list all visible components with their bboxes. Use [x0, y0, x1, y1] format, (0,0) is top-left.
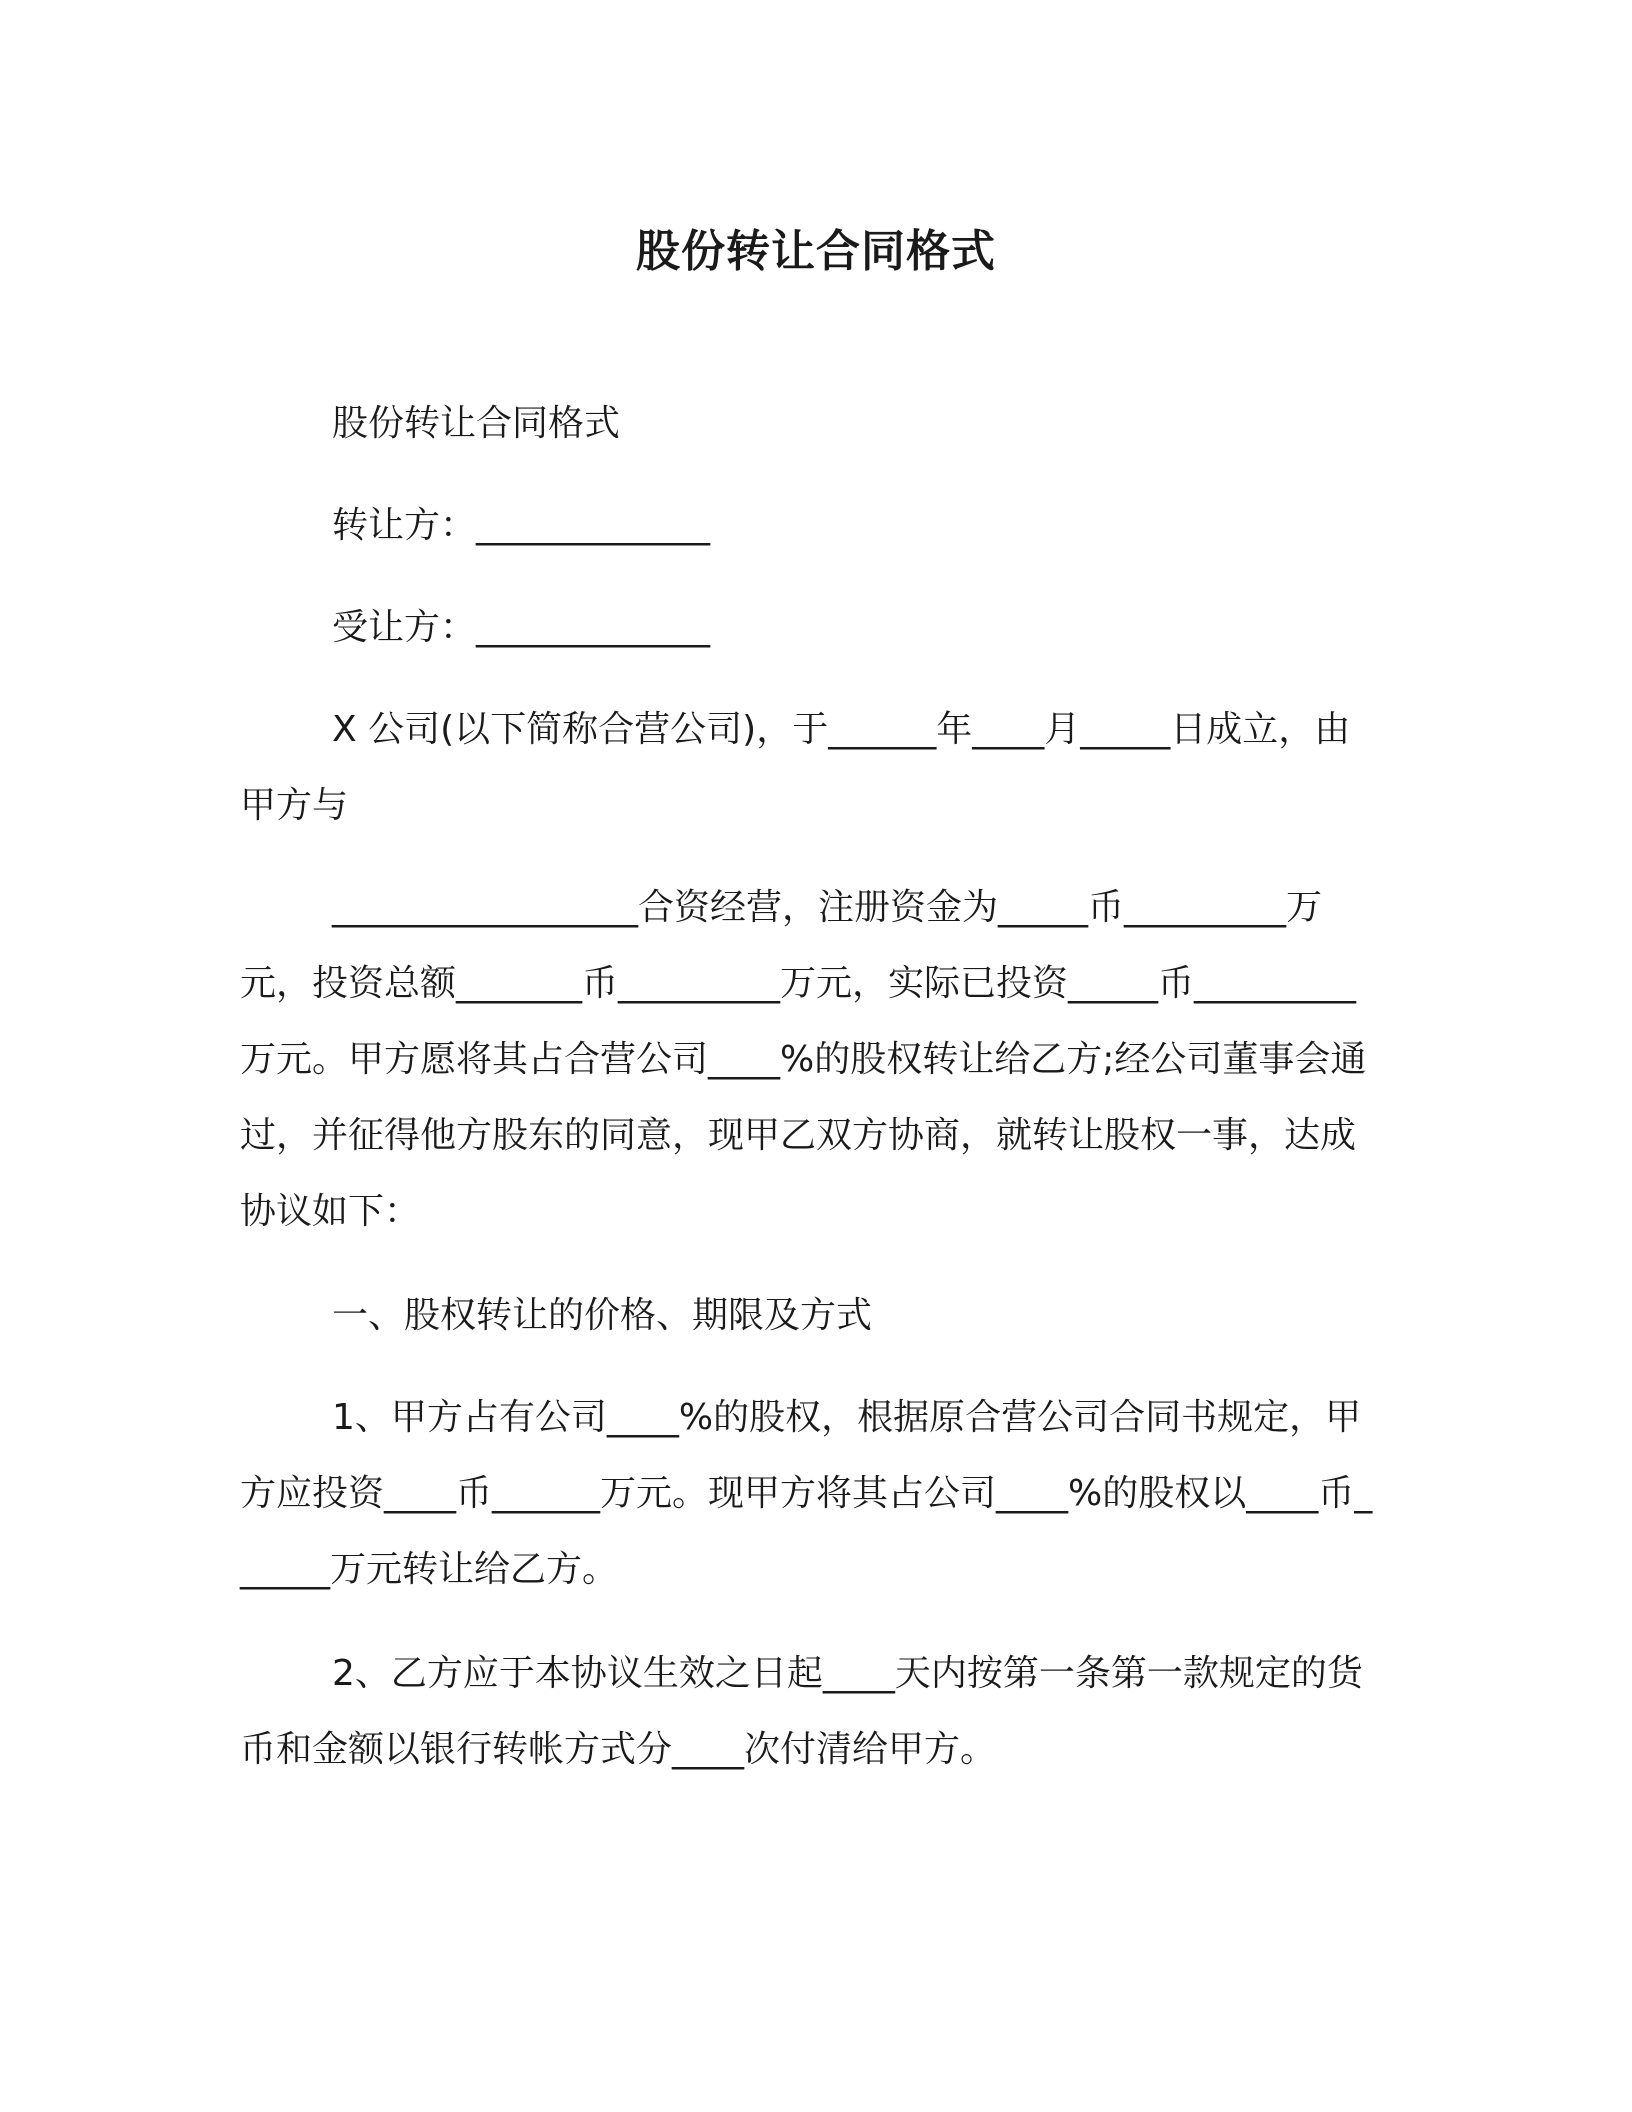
- clause-1-paragraph: 1、甲方占有公司____%的股权，根据原合营公司合同书规定，甲方应投资____币______万元。现甲方将其占公司____%的股权以____币______万元转让给乙方。: [240, 1397, 1373, 1590]
- transferee-line: 受让方：_____________: [332, 607, 711, 648]
- clause-2-paragraph: 2、乙方应于本协议生效之日起____天内按第一条第一款规定的货币和金额以银行转帐方式分____次付清给甲方。: [240, 1653, 1363, 1770]
- document-title: 股份转让合同格式: [636, 226, 996, 277]
- transferor-line: 转让方：_____________: [332, 505, 711, 546]
- section-1-heading: 一、股权转让的价格、期限及方式: [332, 1295, 873, 1336]
- joint-venture-paragraph: _________________合资经营，注册资金为_____币_________万元，投资总额_______币_________万元，实际已投资_____币_________万元。甲方愿将其占合营公司____%的股权转让给乙方;经公司董事会通过，并征得他方股东的同意，现甲乙双方协商，就转让股权一事，达成协议如下：: [240, 887, 1367, 1232]
- company-intro-paragraph: X 公司(以下简称合营公司)，于______年____月_____日成立，由甲方与: [240, 709, 1351, 826]
- subtitle-paragraph: 股份转让合同格式: [332, 403, 621, 444]
